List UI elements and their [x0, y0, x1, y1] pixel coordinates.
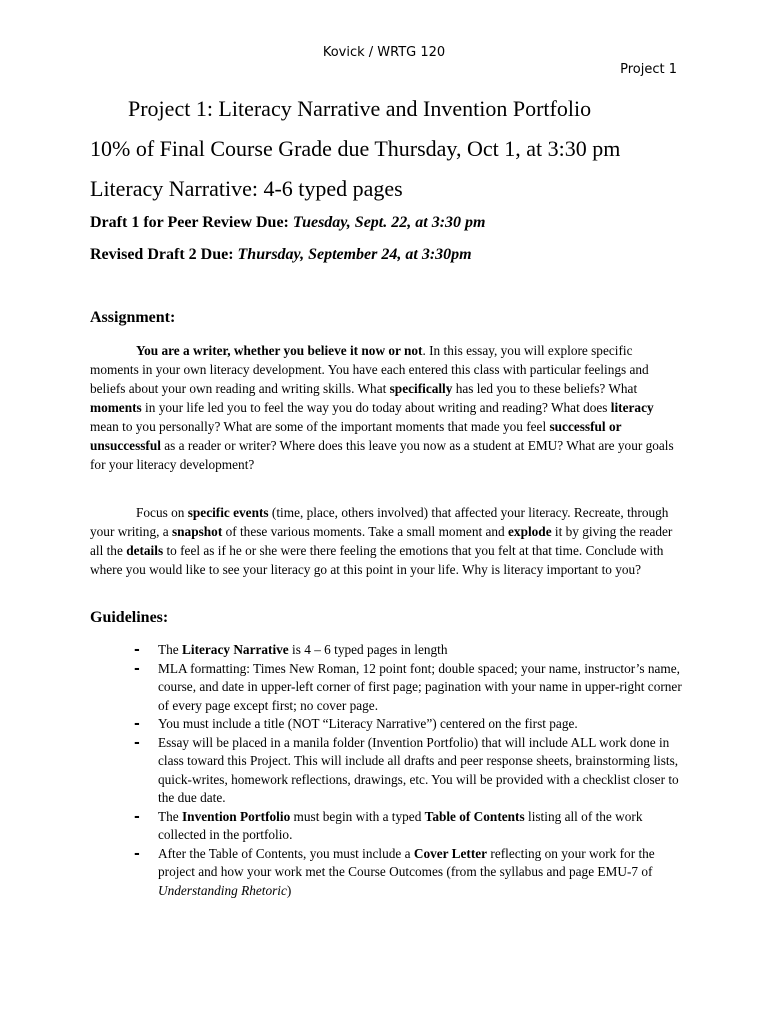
bullet-dash: -	[134, 660, 140, 677]
grade-due-line: 10% of Final Course Grade due Thursday, Oct 1, at 3:30 pm	[90, 136, 621, 161]
assignment-heading: Assignment:	[90, 309, 176, 326]
guideline-item	[90, 660, 682, 716]
p1-t1: . In this essay, you will explore specific moments in your own literacy development. You have each entered this class with particular feelings and beliefs about your own reading and writing skills. What	[90, 343, 649, 396]
g6-t2: reflecting on your work for the project and how your work met the Course Outcomes (from the syllabus and page EMU-7 of	[158, 845, 655, 879]
p1-b3: moments	[90, 400, 142, 415]
guideline-item	[90, 641, 682, 660]
draft2-label: Revised Draft 2 Due:	[90, 246, 238, 263]
p2-t1: Focus on	[136, 505, 188, 520]
p2-b2: snapshot	[171, 524, 223, 539]
p1-t5: as a reader or writer? Where does this leave you now as a student at EMU? What are your goals for your literacy development?	[90, 438, 674, 472]
g4-t1: Essay will be placed in a manila folder (Invention Portfolio) that will include ALL work done in class toward this Project. This will include all drafts and peer response sheets, brainstorming lists, quick-writes, homework reflections, drawings, etc. You will be provided with a checklist closer to the due date.	[158, 734, 679, 805]
draft1-label: Draft 1 for Peer Review Due:	[90, 214, 293, 231]
g5-b1: Invention Portfolio	[182, 808, 291, 824]
bullet-dash: -	[134, 845, 140, 862]
bullet-dash: -	[134, 642, 140, 658]
draft2-date: Thursday, September 24, at 3:30pm	[237, 246, 472, 263]
g2-t1: MLA formatting: Times New Roman, 12 point font; double spaced; your name, instructor’s name, course, and date in upper-left corner of first page; pagination with your name in upper-right corner of every page except first; no cover page.	[158, 660, 682, 713]
p2-b3: explode	[508, 524, 552, 539]
p1-t2: has led you to these beliefs? What	[452, 381, 638, 396]
assignment-paragraph-1	[90, 341, 680, 474]
g6-i1: Understanding Rhetoric	[158, 882, 287, 898]
guideline-item	[90, 715, 682, 734]
p2-b4: details	[126, 543, 164, 558]
p1-b5: successful or unsuccessful	[90, 419, 622, 453]
g5-t2: must begin with a typed	[290, 808, 425, 824]
g5-t3: listing all of the work collected in the portfolio.	[158, 808, 643, 842]
g6-t3: )	[286, 882, 292, 898]
p1-b2: specifically	[389, 381, 453, 396]
p1-t4: mean to you personally? What are some of the important moments that made you feel	[90, 419, 550, 434]
assignment-paragraph-2	[90, 503, 680, 579]
g5-b2: Table of Contents	[424, 808, 525, 824]
g6-b1: Cover Letter	[413, 845, 488, 861]
p2-t3: of these various moments. Take a small moment and	[222, 524, 509, 539]
guideline-item	[90, 808, 682, 845]
header-course: Kovick / WRTG 120	[322, 45, 446, 60]
g1-t1: The	[158, 642, 182, 657]
g6-t1: After the Table of Contents, you must include a	[158, 845, 414, 861]
p1-b1: You are a writer, whether you believe it now or not	[136, 343, 423, 358]
p1-t3: in your life led you to feel the way you do today about writing and reading? What does	[141, 400, 611, 415]
bullet-dash: -	[134, 734, 140, 751]
g3-t1: You must include a title (NOT “Literacy Narrative”) centered on the first page.	[158, 716, 578, 731]
bullet-dash: -	[134, 716, 140, 732]
p1-b4: literacy	[610, 400, 654, 415]
draft2-due	[90, 246, 472, 264]
length-line: Literacy Narrative: 4-6 typed pages	[90, 176, 403, 201]
guideline-item	[90, 845, 682, 901]
p2-t2: (time, place, others involved) that affected your literacy. Recreate, through your writing, a	[90, 505, 669, 539]
p2-t4: it by giving the reader all the	[90, 524, 673, 558]
g1-b1: Literacy Narrative	[182, 642, 289, 657]
p2-b1: specific events	[187, 505, 269, 520]
guidelines-heading: Guidelines:	[90, 609, 169, 626]
draft1-date: Tuesday, Sept. 22, at 3:30 pm	[292, 214, 486, 231]
header-project: Project 1	[620, 62, 677, 77]
g5-t1: The	[158, 808, 182, 824]
g1-t2: is 4 – 6 typed pages in length	[288, 642, 448, 657]
draft1-due	[90, 214, 485, 232]
project-title: Project 1: Literacy Narrative and Invention Portfolio	[128, 96, 592, 121]
bullet-dash: -	[134, 808, 140, 825]
guideline-item	[90, 734, 682, 808]
p2-t5: to feel as if he or she were there feeling the emotions that you felt at that time. Conclude with where you would like to see your literacy go at this point in your life. Why is literacy important to you?	[90, 543, 664, 577]
guidelines-list	[90, 641, 682, 900]
